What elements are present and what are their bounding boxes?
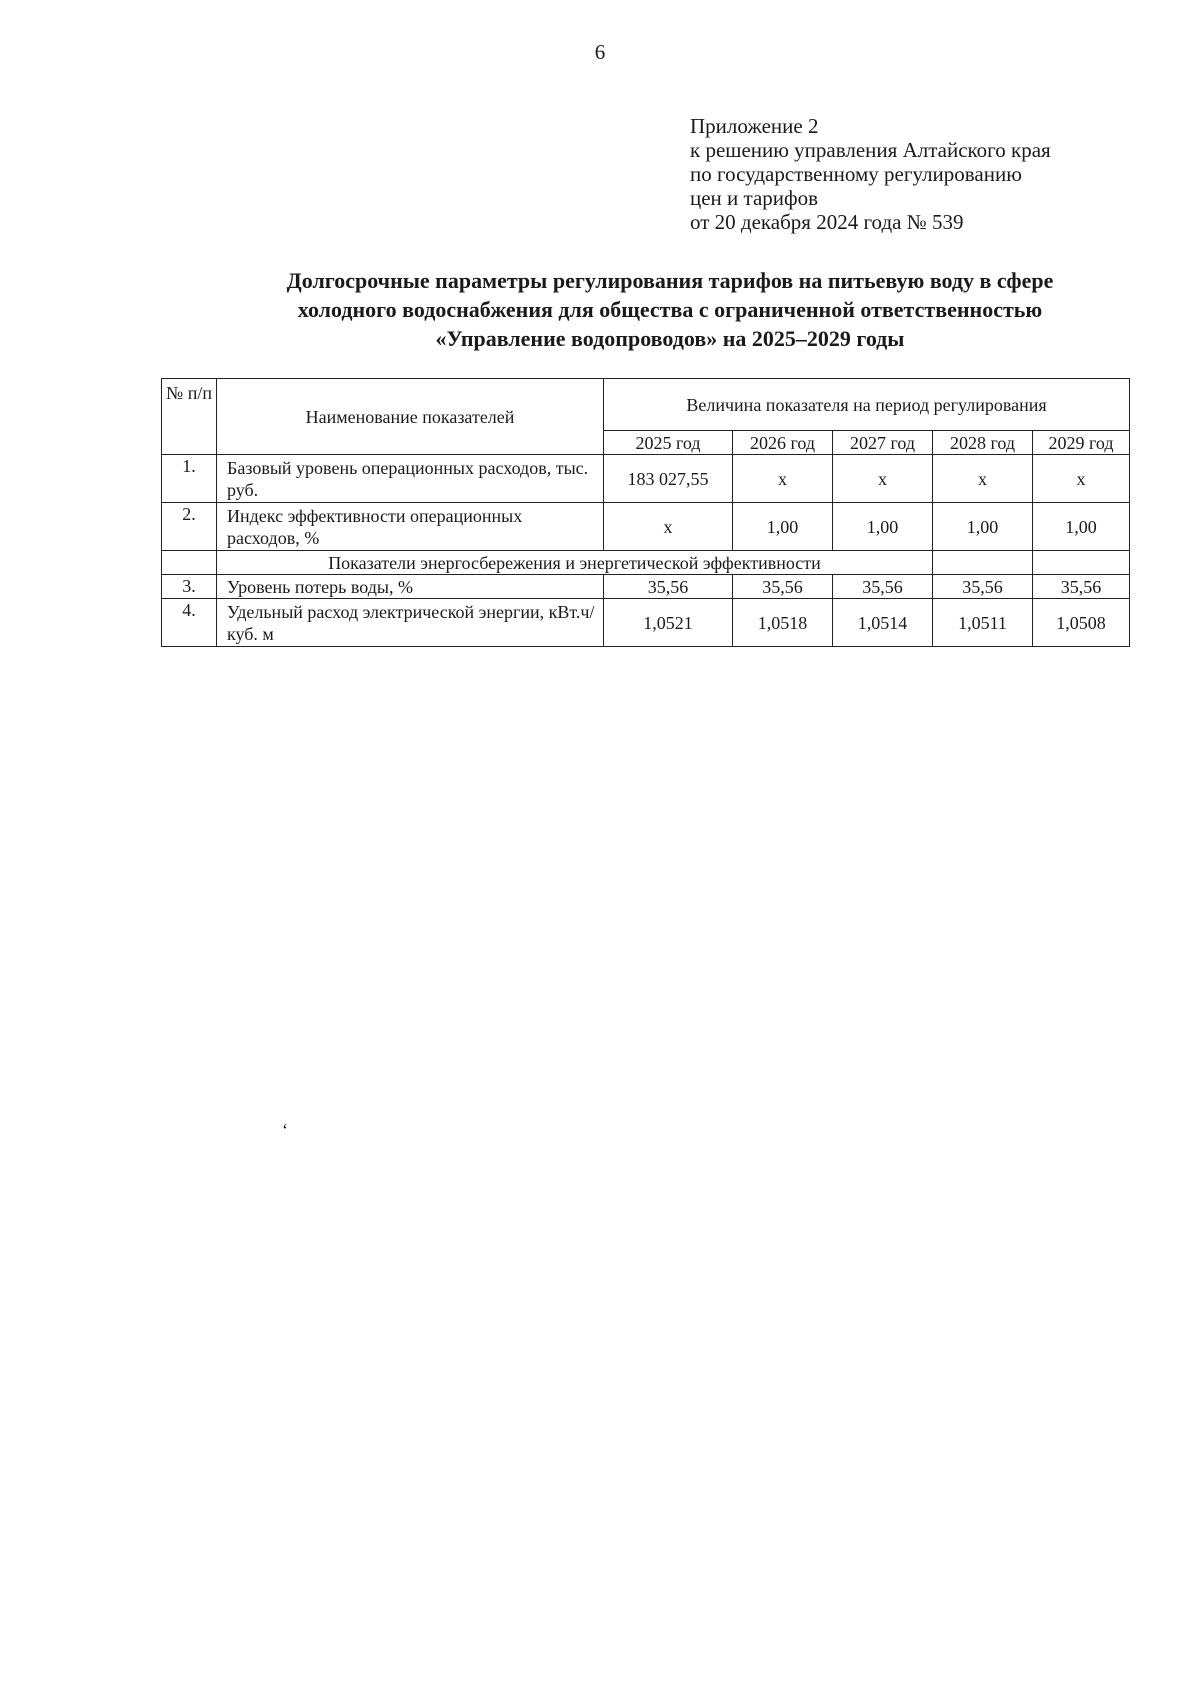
- row-name: Уровень потерь воды, %: [217, 575, 604, 599]
- header-year-cell: 2027 год: [833, 431, 933, 455]
- row-num: 2.: [162, 503, 217, 551]
- header-period-cell: Величина показателя на период регулирования: [604, 379, 1130, 431]
- table-row: [162, 599, 1130, 647]
- appendix-line: Приложение 2: [690, 114, 819, 138]
- appendix-line: по государственному регулированию: [690, 162, 1022, 186]
- parameters-table: [161, 378, 1130, 647]
- row-value: 1,0514: [833, 599, 933, 647]
- title-line: холодного водоснабжения для общества с ограниченной ответственностью: [297, 297, 1043, 322]
- row-num: 3.: [162, 575, 217, 599]
- row-value: x: [833, 455, 933, 503]
- title-line: Долгосрочные параметры регулирования тарифов на питьевую воду в сфере: [286, 268, 1054, 293]
- row-value: 1,0511: [933, 599, 1033, 647]
- appendix-line: от 20 декабря 2024 года № 539: [690, 210, 964, 234]
- header-name-cell: Наименование показателей: [217, 379, 604, 455]
- row-value: 35,56: [1033, 575, 1130, 599]
- document-title: [180, 266, 1160, 353]
- header-year-cell: 2026 год: [733, 431, 833, 455]
- row-value: 35,56: [833, 575, 933, 599]
- appendix-line: к решению управления Алтайского края: [690, 138, 1051, 162]
- section-empty-cell: [1033, 551, 1130, 575]
- row-num: 4.: [162, 599, 217, 647]
- header-year-cell: 2029 год: [1033, 431, 1130, 455]
- table-row: [162, 455, 1130, 503]
- header-year-cell: 2025 год: [604, 431, 733, 455]
- row-value: 35,56: [604, 575, 733, 599]
- appendix-line: цен и тарифов: [690, 186, 819, 210]
- row-name: Базовый уровень операционных расходов, тыс. руб.: [217, 455, 604, 503]
- row-num: 1.: [162, 455, 217, 503]
- table-row: [162, 575, 1130, 599]
- row-value: x: [604, 503, 733, 551]
- row-value: x: [933, 455, 1033, 503]
- row-value: 1,0521: [604, 599, 733, 647]
- row-value: 1,00: [1033, 503, 1130, 551]
- row-value: 35,56: [733, 575, 833, 599]
- header-num-cell: № п/п: [162, 379, 217, 455]
- section-title: Показатели энергосбережения и энергетической эффективности: [217, 551, 933, 575]
- row-value: 1,00: [933, 503, 1033, 551]
- table-row: [162, 503, 1130, 551]
- header-row: [162, 379, 1130, 431]
- row-value: 1,0518: [733, 599, 833, 647]
- stray-mark: ‘: [282, 1120, 288, 1140]
- row-value: 1,0508: [1033, 599, 1130, 647]
- title-line: «Управление водопроводов» на 2025–2029 годы: [435, 326, 905, 351]
- row-value: 1,00: [833, 503, 933, 551]
- row-value: 183 027,55: [604, 455, 733, 503]
- row-name: Индекс эффективности операционных расходов, %: [217, 503, 604, 551]
- row-value: 1,00: [733, 503, 833, 551]
- section-row: [162, 551, 1130, 575]
- row-value: x: [733, 455, 833, 503]
- row-value: 35,56: [933, 575, 1033, 599]
- section-empty-cell: [162, 551, 217, 575]
- appendix-block: [690, 114, 1160, 234]
- section-empty-cell: [933, 551, 1033, 575]
- row-value: x: [1033, 455, 1130, 503]
- page-number: 6: [594, 40, 606, 64]
- header-year-cell: 2028 год: [933, 431, 1033, 455]
- row-name: Удельный расход электрической энергии, кВт.ч/куб. м: [217, 599, 604, 647]
